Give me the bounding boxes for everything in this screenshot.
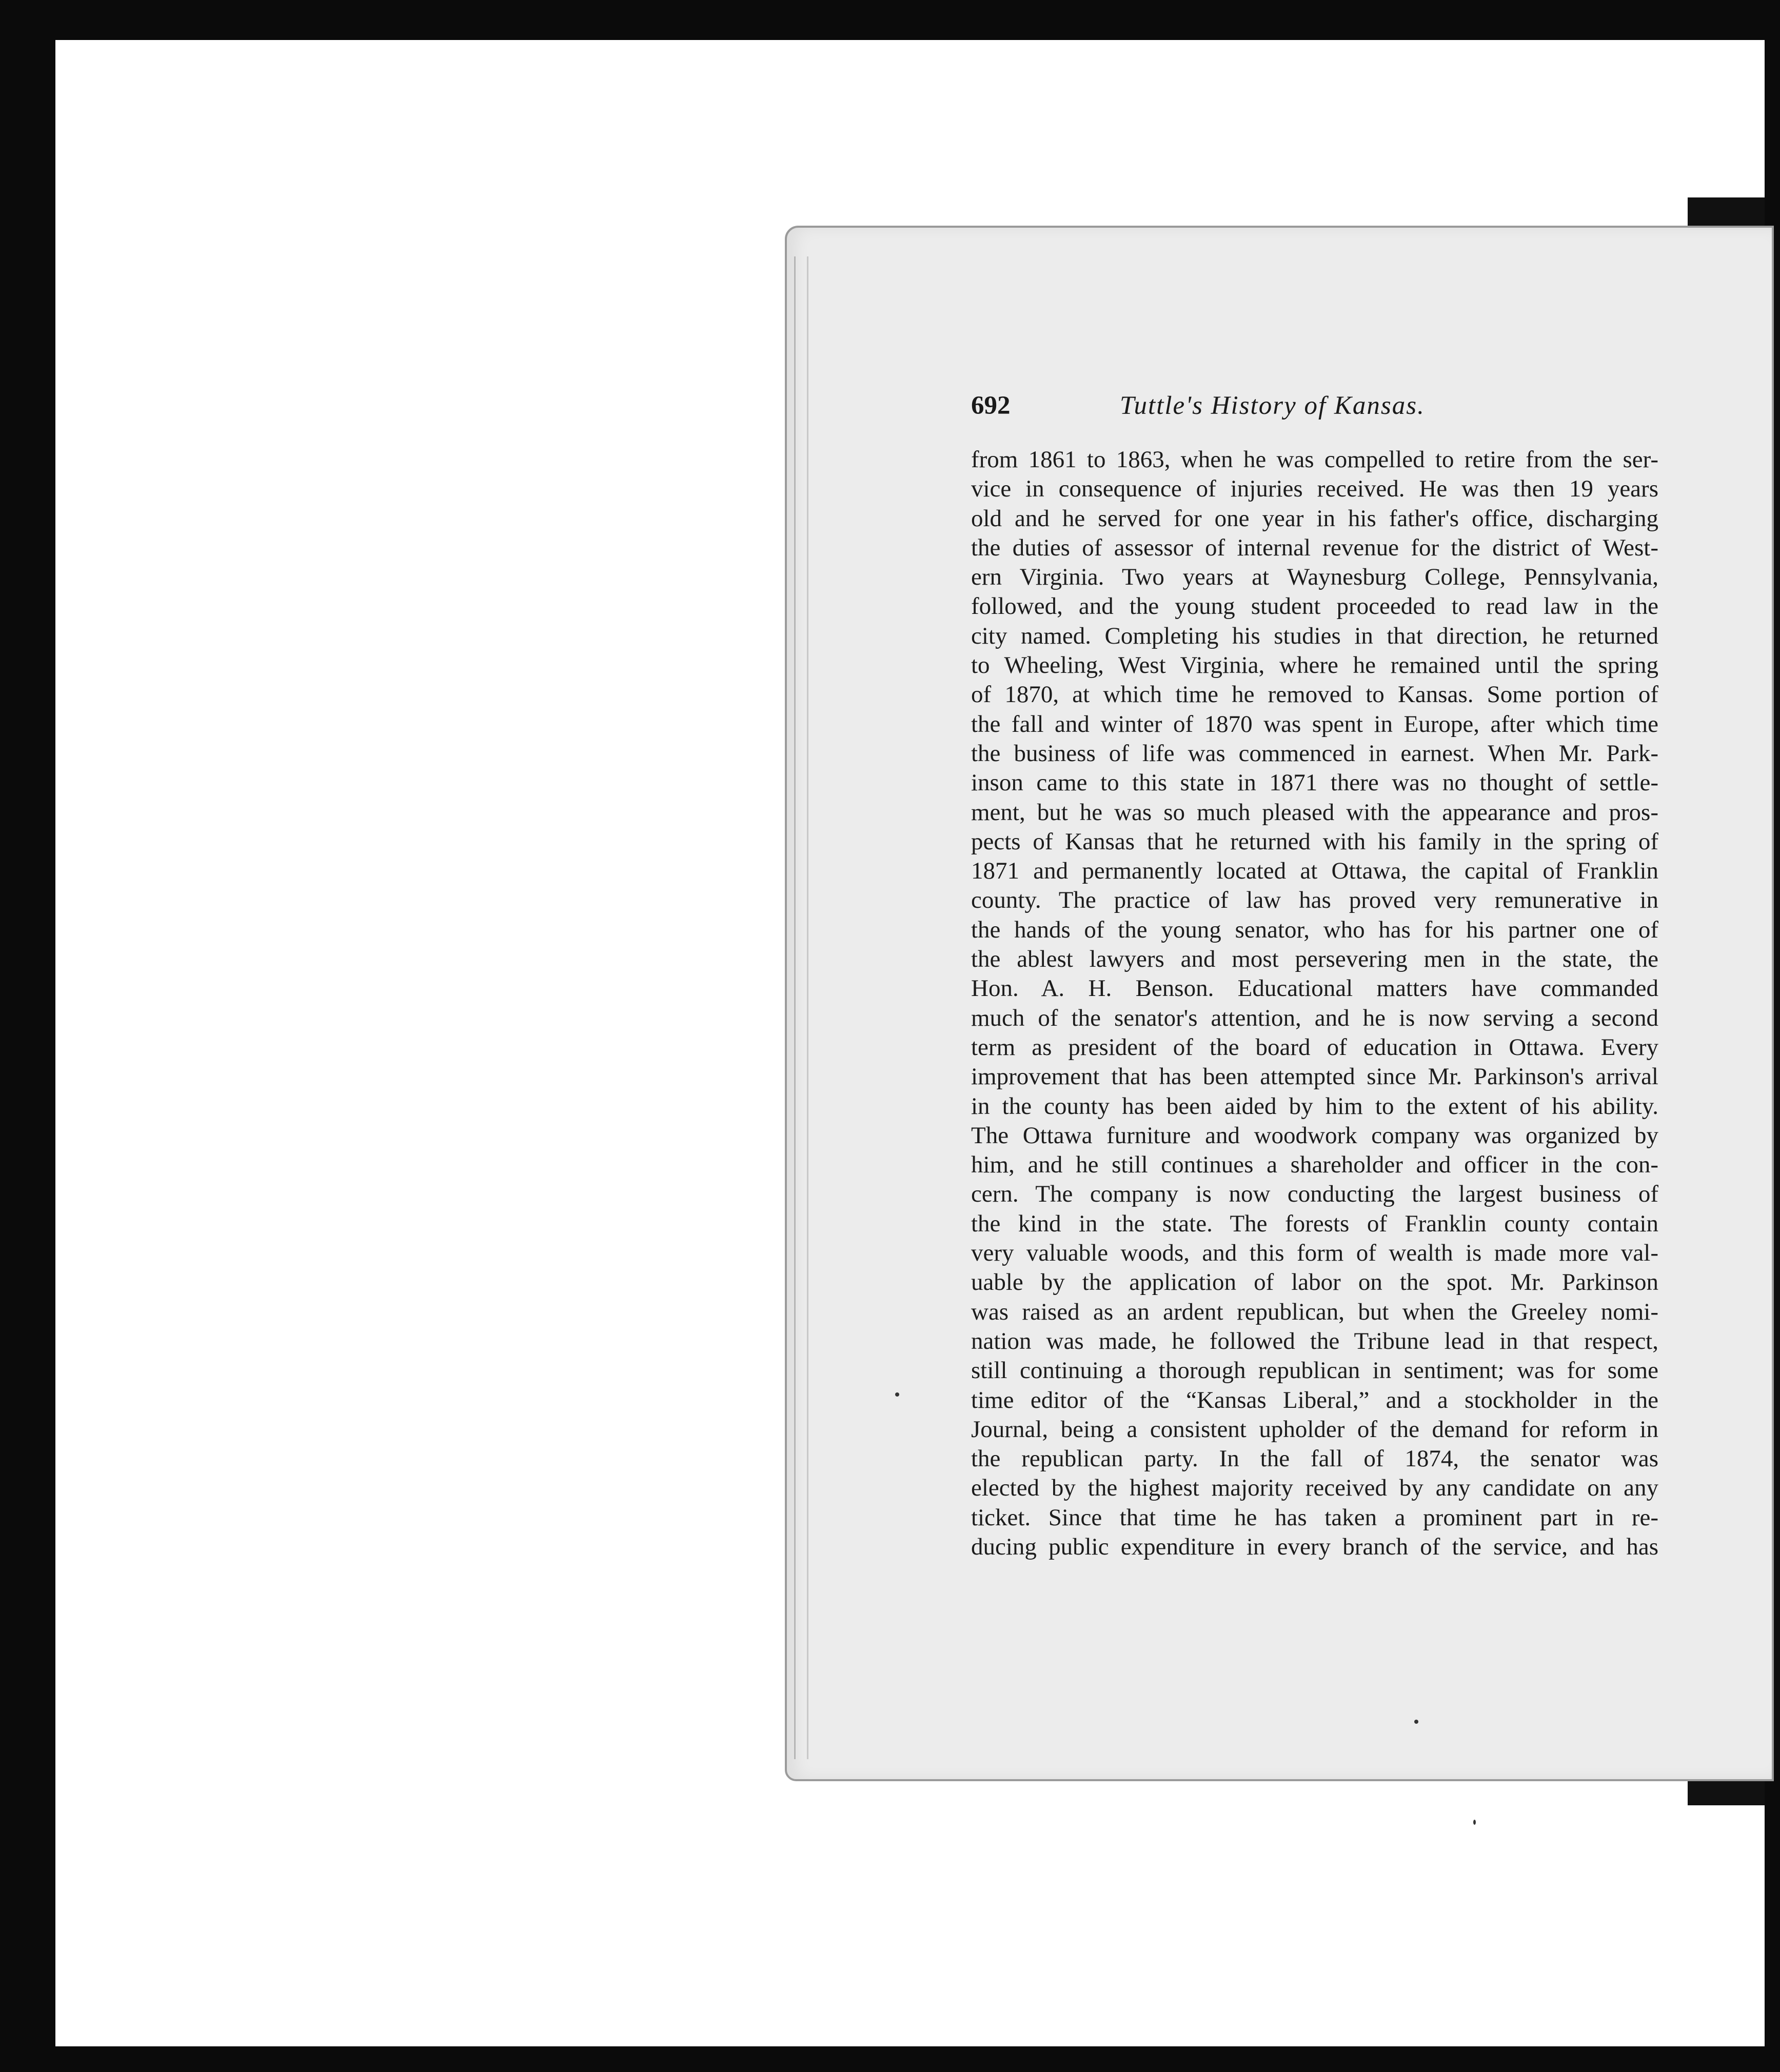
text-line: ticket. Since that time he has taken a prominent part in re- — [971, 1504, 1658, 1531]
scan-speck — [1473, 1820, 1476, 1825]
text-line: from 1861 to 1863, when he was compelled to retire from the ser- — [971, 446, 1658, 473]
text-line: vice in consequence of injuries received. He was then 19 years — [971, 475, 1658, 503]
body-text — [971, 445, 1658, 1562]
text-line: him, and he still continues a shareholder and officer in the con- — [971, 1151, 1658, 1179]
text-line: followed, and the young student proceeded to read law in the — [971, 593, 1658, 620]
text-line: the business of life was commenced in earnest. When Mr. Park- — [971, 740, 1658, 767]
text-line: much of the senator's attention, and he is now serving a second — [971, 1004, 1658, 1031]
text-line: Journal, being a consistent upholder of the demand for reform in — [971, 1416, 1658, 1443]
text-line: the fall and winter of 1870 was spent in Europe, after which time — [971, 710, 1658, 738]
text-line: inson came to this state in 1871 there was no thought of settle- — [971, 769, 1658, 796]
text-line: city named. Completing his studies in that direction, he returned — [971, 622, 1658, 649]
text-line: Hon. A. H. Benson. Educational matters have commanded — [971, 975, 1658, 1002]
page-binding-edge — [794, 256, 808, 1759]
page-number: 692 — [971, 391, 1011, 420]
scan-border-top — [0, 0, 1780, 40]
text-line: still continuing a thorough republican in sentiment; was for some — [971, 1357, 1658, 1384]
text-line: cern. The company is now conducting the largest business of — [971, 1181, 1658, 1208]
text-line: ment, but he was so much pleased with the appearance and pros- — [971, 799, 1658, 826]
running-title: Tuttle's History of Kansas. — [1120, 391, 1425, 420]
text-line: time editor of the “Kansas Liberal,” and a stockholder in the — [971, 1386, 1658, 1413]
text-line: the ablest lawyers and most persevering men in the state, the — [971, 946, 1658, 973]
scan-border-bottom — [0, 2046, 1780, 2072]
text-line: nation was made, he followed the Tribune lead in that respect, — [971, 1327, 1658, 1354]
text-line: term as president of the board of education in Ottawa. Every — [971, 1033, 1658, 1061]
text-line: the kind in the state. The forests of Franklin county contain — [971, 1210, 1658, 1237]
text-line: of 1870, at which time he removed to Kansas. Some portion of — [971, 681, 1658, 708]
page-header — [971, 391, 1658, 432]
text-line: 1871 and permanently located at Ottawa, the capital of Franklin — [971, 858, 1658, 885]
text-line: pects of Kansas that he returned with his family in the spring of — [971, 828, 1658, 855]
text-line: the duties of assessor of internal revenue for the district of West- — [971, 534, 1658, 561]
text-line: ducing public expenditure in every branch of the service, and has — [971, 1533, 1658, 1560]
text-line: county. The practice of law has proved very remunerative in — [971, 887, 1658, 914]
text-line: improvement that has been attempted since Mr. Parkinson's arrival — [971, 1063, 1658, 1090]
text-line: the hands of the young senator, who has for his partner one of — [971, 916, 1658, 943]
scan-speck — [895, 1392, 899, 1397]
text-line: old and he served for one year in his father's office, discharging — [971, 505, 1658, 532]
text-line: elected by the highest majority received by any candidate on any — [971, 1475, 1658, 1502]
text-line: very valuable woods, and this form of wealth is made more val- — [971, 1240, 1658, 1267]
text-line: The Ottawa furniture and woodwork company was organized by — [971, 1122, 1658, 1149]
scan-border-left — [0, 0, 55, 2072]
text-line: to Wheeling, West Virginia, where he remained until the spring — [971, 652, 1658, 679]
text-line: ern Virginia. Two years at Waynesburg College, Pennsylvania, — [971, 564, 1658, 591]
text-line: uable by the application of labor on the spot. Mr. Parkinson — [971, 1269, 1658, 1296]
text-line: the republican party. In the fall of 1874, the senator was — [971, 1445, 1658, 1472]
scan-speck — [1414, 1720, 1418, 1724]
text-line: was raised as an ardent republican, but when the Greeley nomi- — [971, 1298, 1658, 1325]
text-line: in the county has been aided by him to the extent of his ability. — [971, 1092, 1658, 1120]
